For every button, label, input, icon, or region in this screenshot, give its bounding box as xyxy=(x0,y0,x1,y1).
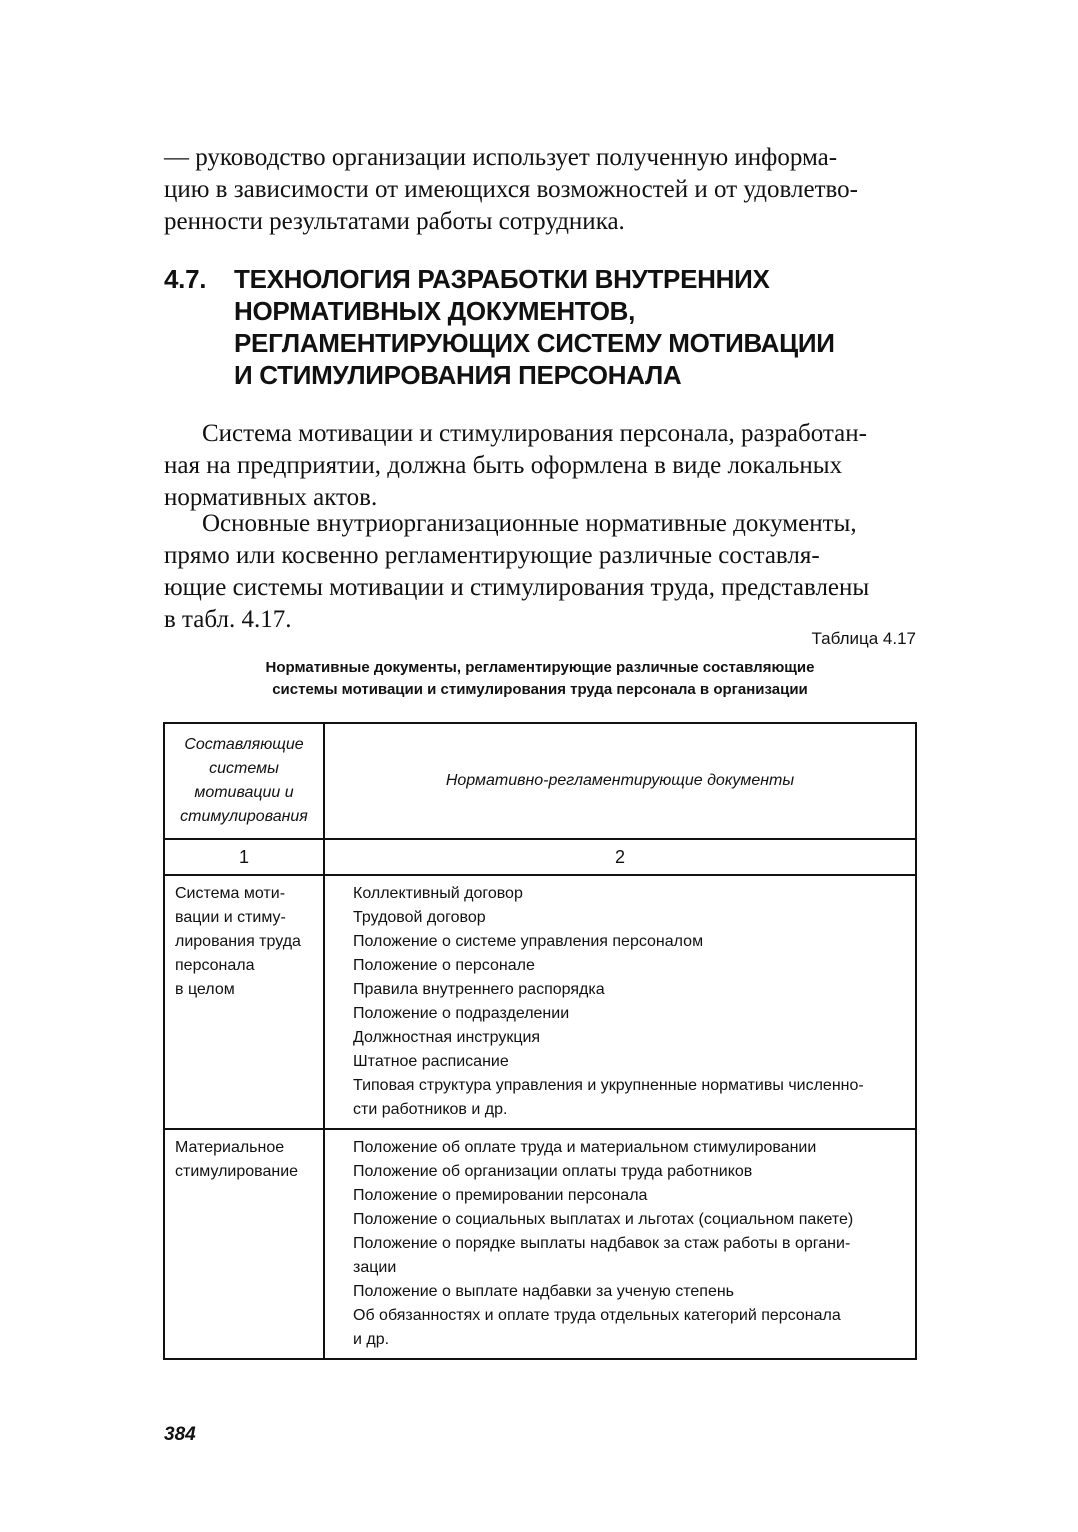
documents-cell xyxy=(324,1129,916,1359)
body-line: прямо или косвенно регламентирующие различные составля- xyxy=(164,542,820,569)
document-item: Трудовой договор xyxy=(353,909,486,926)
document-item: зации xyxy=(353,1259,397,1276)
header-documents: Нормативно-регламентирующие документы xyxy=(324,723,916,839)
document-item: Положение о премировании персонала xyxy=(353,1187,648,1204)
column-number: 2 xyxy=(324,839,916,875)
table-caption-line: системы мотивации и стимулирования труда персонала в организации xyxy=(272,681,808,698)
intro-line: цию в зависимости от имеющихся возможностей и от удовлетво- xyxy=(164,176,858,203)
document-item: и др. xyxy=(353,1331,390,1348)
table-caption xyxy=(164,657,916,701)
body-line: Основные внутриорганизационные нормативные документы, xyxy=(202,510,857,537)
document-item: Положение о системе управления персоналом xyxy=(353,933,704,950)
header-line: мотивации и xyxy=(194,784,294,801)
body-line: нормативных актов. xyxy=(164,484,378,511)
document-item: Положение о подразделении xyxy=(353,1005,570,1022)
intro-paragraph xyxy=(164,142,916,238)
cell-line: персонала xyxy=(175,957,255,974)
body-line: в табл. 4.17. xyxy=(164,606,292,633)
document-item: Положение о порядке выплаты надбавок за стаж работы в органи- xyxy=(353,1235,851,1252)
document-item: Должностная инструкция xyxy=(353,1029,541,1046)
document-item: Положение об организации оплаты труда работников xyxy=(353,1163,753,1180)
header-components xyxy=(164,723,324,839)
header-line: системы xyxy=(209,760,279,777)
cell-line: в целом xyxy=(175,981,235,998)
document-item: Положение о социальных выплатах и льготах (социальном пакете) xyxy=(353,1211,854,1228)
document-item: Положение об оплате труда и материальном стимулировании xyxy=(353,1139,817,1156)
section-title-line: И СТИМУЛИРОВАНИЯ ПЕРСОНАЛА xyxy=(234,360,682,390)
document-item: Об обязанностях и оплате труда отдельных категорий персонала xyxy=(353,1307,841,1324)
documents-cell xyxy=(324,875,916,1129)
cell-line: вации и стиму- xyxy=(175,909,286,926)
header-line: Составляющие xyxy=(184,736,304,753)
cell-line: лирования труда xyxy=(175,933,301,950)
section-title-line: НОРМАТИВНЫХ ДОКУМЕНТОВ, xyxy=(234,296,636,326)
body-line: ющие системы мотивации и стимулирования труда, представлены xyxy=(164,574,870,601)
body-paragraph-1 xyxy=(164,418,916,514)
document-item: сти работников и др. xyxy=(353,1101,508,1118)
section-number: 4.7. xyxy=(164,264,207,294)
table-caption-line: Нормативные документы, регламентирующие различные составляющие xyxy=(265,659,815,676)
column-number-row xyxy=(164,839,916,875)
page-number: 384 xyxy=(164,1424,196,1445)
table-row xyxy=(164,1129,916,1359)
intro-line: — руководство организации использует полученную информа- xyxy=(164,144,838,171)
intro-line: ренности результатами работы сотрудника. xyxy=(164,208,625,235)
column-number: 1 xyxy=(164,839,324,875)
table-row xyxy=(164,875,916,1129)
component-cell xyxy=(164,875,324,1129)
document-item: Правила внутреннего распорядка xyxy=(353,981,605,998)
document-item: Типовая структура управления и укрупненные нормативы численно- xyxy=(353,1077,864,1094)
body-line: ная на предприятии, должна быть оформлена в виде локальных xyxy=(164,452,843,479)
cell-line: Материальное xyxy=(175,1139,285,1156)
table-header-row xyxy=(164,723,916,839)
section-title-line: ТЕХНОЛОГИЯ РАЗРАБОТКИ ВНУТРЕННИХ xyxy=(234,264,770,294)
document-item: Положение о персонале xyxy=(353,957,535,974)
section-title-line: РЕГЛАМЕНТИРУЮЩИХ СИСТЕМУ МОТИВАЦИИ xyxy=(234,328,835,358)
documents-table xyxy=(163,722,917,1360)
cell-line: Система моти- xyxy=(175,885,286,902)
document-item: Положение о выплате надбавки за ученую степень xyxy=(353,1283,735,1300)
body-paragraph-2 xyxy=(164,508,916,636)
document-item: Штатное расписание xyxy=(353,1053,509,1070)
header-line: стимулирования xyxy=(180,808,308,825)
cell-line: стимулирование xyxy=(175,1163,299,1180)
body-line: Система мотивации и стимулирования персонала, разработан- xyxy=(202,420,867,447)
table-label: Таблица 4.17 xyxy=(811,629,916,648)
document-item: Коллективный договор xyxy=(353,885,523,902)
component-cell xyxy=(164,1129,324,1359)
section-title xyxy=(234,263,835,391)
